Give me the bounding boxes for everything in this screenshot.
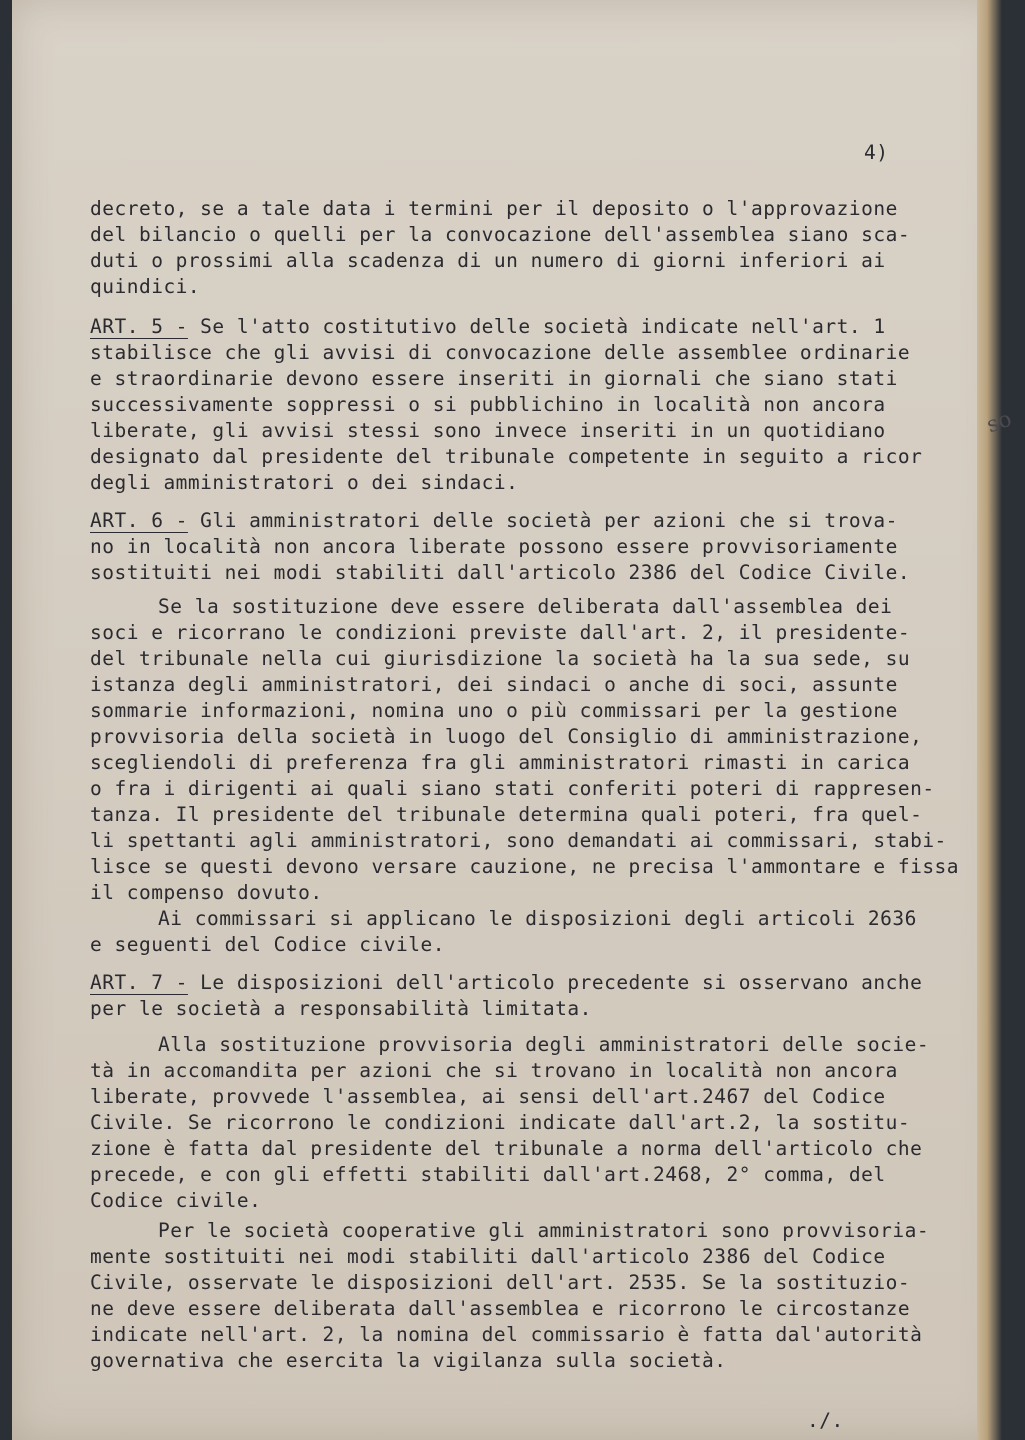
text-line: Le disposizioni dell'articolo precedente si osservano anche	[187, 971, 923, 994]
text-line: Alla sostituzione provvisoria degli amministratori delle socie-	[158, 1033, 930, 1056]
paragraph-art6	[90, 508, 970, 586]
paragraph-art7-2	[90, 1032, 970, 1214]
end-mark: ./.	[807, 1409, 844, 1432]
text-line: lisce se questi devono versare cauzione, ne precisa l'ammontare e fissa	[90, 855, 960, 878]
paragraph-art7-3	[90, 1218, 970, 1374]
text-line: liberate, provvede l'assemblea, ai sensi dell'art.2467 del Codice	[90, 1085, 886, 1108]
text-line: sostituiti nei modi stabiliti dall'articolo 2386 del Codice Civile.	[90, 561, 911, 584]
text-line: Se la sostituzione deve essere deliberata dall'assemblea dei	[158, 595, 893, 618]
text-line: Gli amministratori delle società per azioni che si trova-	[187, 509, 898, 532]
text-line: successivamente soppressi o si pubblichino in località non ancora	[90, 393, 886, 416]
text-line: per le società a responsabilità limitata.	[90, 997, 592, 1020]
text-line: e seguenti del Codice civile.	[90, 933, 445, 956]
text-line: stabilisce che gli avvisi di convocazione delle assemblee ordinarie	[90, 341, 911, 364]
text-line: tà in accomandita per azioni che si trovano in località non ancora	[90, 1059, 898, 1082]
text-line: il compenso dovuto.	[90, 881, 323, 904]
text-line: degli amministratori o dei sindaci.	[90, 471, 519, 494]
text-line: quindici.	[90, 275, 201, 298]
article-label: ART. 6 -	[90, 509, 188, 532]
text-line: decreto, se a tale data i termini per il deposito o l'approvazione	[90, 197, 898, 220]
text-line: sommarie informazioni, nomina uno o più commissari per la gestione	[90, 699, 898, 722]
text-line: del bilancio o quelli per la convocazione dell'assemblea siano sca-	[90, 223, 911, 246]
text-line: o fra i dirigenti ai quali siano stati conferiti poteri di rappresen-	[90, 777, 935, 800]
paragraph-intro	[90, 196, 970, 300]
text-line: li spettanti agli amministratori, sono demandati ai commissari, stabi-	[90, 829, 947, 852]
text-line: precede, e con gli effetti stabiliti dall'art.2468, 2° comma, del	[90, 1163, 886, 1186]
text-line: istanza degli amministratori, dei sindaci o anche di soci, assunte	[90, 673, 898, 696]
document-page	[12, 0, 1016, 1440]
margin-note: so	[983, 406, 1016, 439]
page-edge	[977, 0, 1002, 1440]
paragraph-art5	[90, 314, 970, 496]
text-line: Civile. Se ricorrono le condizioni indicate dall'art.2, la sostitu-	[90, 1111, 911, 1134]
text-line: Ai commissari si applicano le disposizioni degli articoli 2636	[158, 907, 917, 930]
text-line: Civile, osservate le disposizioni dell'art. 2535. Se la sostituzio-	[90, 1271, 911, 1294]
text-line: del tribunale nella cui giurisdizione la società ha la sua sede, su	[90, 647, 911, 670]
text-line: Per le società cooperative gli amministratori sono provvisoria-	[158, 1219, 930, 1242]
text-line: scegliendoli di preferenza fra gli amministratori rimasti in carica	[90, 751, 911, 774]
paragraph-art7	[90, 970, 970, 1022]
text-line: tanza. Il presidente del tribunale determina quali poteri, fra quel-	[90, 803, 923, 826]
text-line: zione è fatta dal presidente del tribunale a norma dell'articolo che	[90, 1137, 923, 1160]
text-line: e straordinarie devono essere inseriti in giornali che siano stati	[90, 367, 898, 390]
article-label: ART. 7 -	[90, 971, 188, 994]
text-line: Se l'atto costitutivo delle società indicate nell'art. 1	[187, 315, 886, 338]
text-line: soci e ricorrano le condizioni previste dall'art. 2, il presidente-	[90, 621, 911, 644]
text-line: Codice civile.	[90, 1189, 262, 1212]
article-label: ART. 5 -	[90, 315, 188, 338]
text-line: mente sostituiti nei modi stabiliti dall'articolo 2386 del Codice	[90, 1245, 886, 1268]
text-line: provvisoria della società in luogo del Consiglio di amministrazione,	[90, 725, 923, 748]
page-number: 4)	[864, 141, 889, 164]
text-line: liberate, gli avvisi stessi sono invece inseriti in un quotidiano	[90, 419, 886, 442]
text-line: designato dal presidente del tribunale competente in seguito a ricor	[90, 445, 923, 468]
text-line: ne deve essere deliberata dall'assemblea e ricorrono le circostanze	[90, 1297, 911, 1320]
paragraph-art6-2	[90, 594, 970, 906]
text-line: indicate nell'art. 2, la nomina del commissario è fatta dal'autorità	[90, 1323, 923, 1346]
text-line: no in località non ancora liberate possono essere provvisoriamente	[90, 535, 898, 558]
text-line: duti o prossimi alla scadenza di un numero di giorni inferiori ai	[90, 249, 886, 272]
text-line: governativa che esercita la vigilanza sulla società.	[90, 1349, 727, 1372]
paragraph-art6-3	[90, 906, 970, 958]
